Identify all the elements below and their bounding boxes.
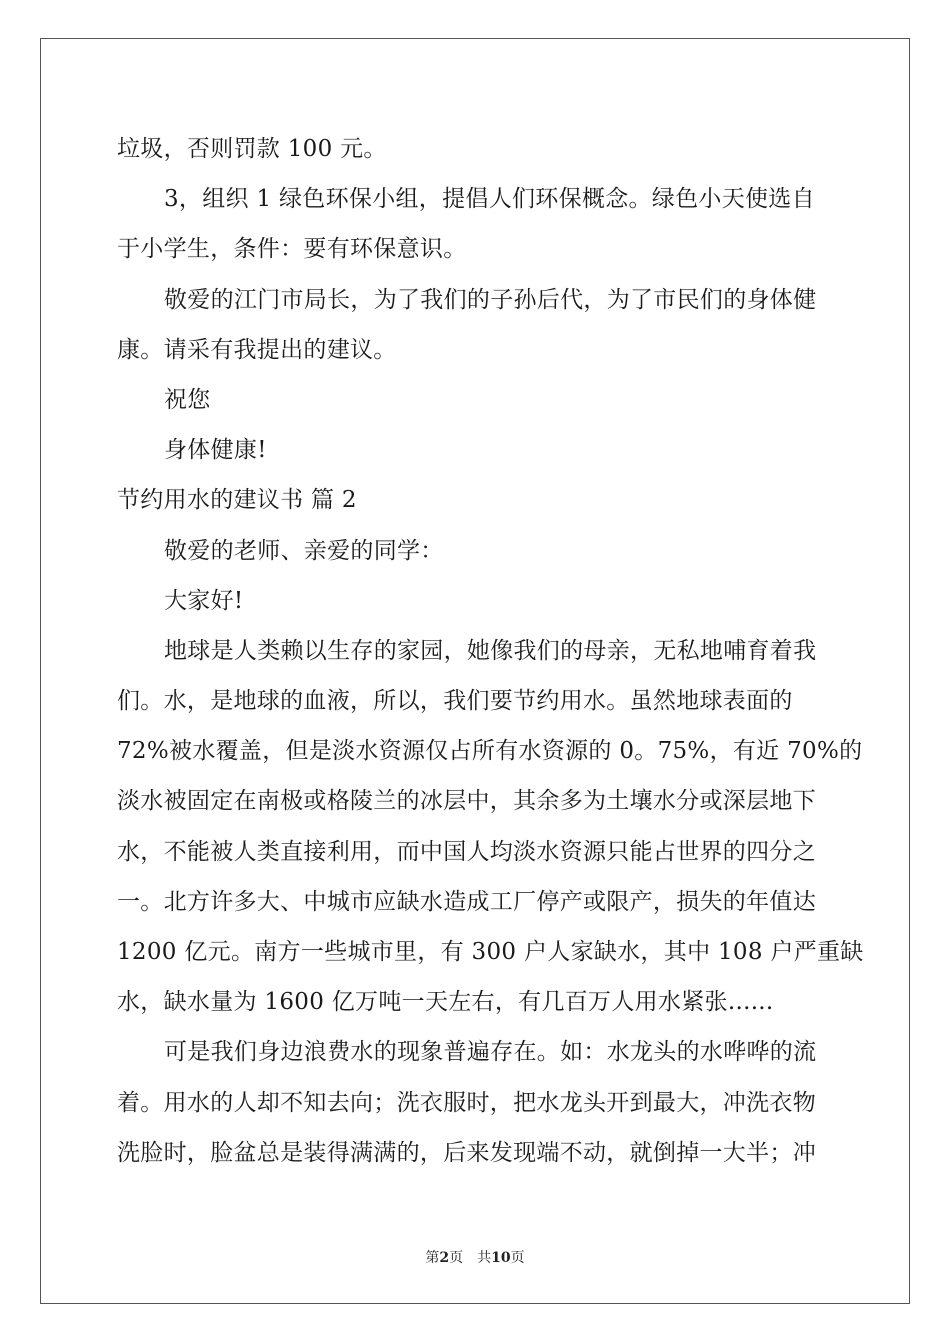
text-line: 身体健康! bbox=[164, 437, 267, 464]
text-line: 着。用水的人却不知去向；洗衣服时，把水龙头开到最大，冲洗衣物 bbox=[117, 1089, 816, 1116]
text-line: 康。请采有我提出的建议。 bbox=[117, 336, 397, 363]
page-total: 10 bbox=[491, 1250, 511, 1266]
text-line: 垃圾，否则罚款 100 元。 bbox=[117, 136, 387, 162]
text-line: 于小学生，条件：要有环保意识。 bbox=[117, 236, 467, 263]
total-suffix: 页 bbox=[510, 1250, 525, 1266]
text-line: 3，组织 1 绿色环保小组，提倡人们环保概念。绿色小天使选自 bbox=[164, 186, 815, 213]
page-current: 2 bbox=[439, 1250, 450, 1266]
text-line: 1200 亿元。南方一些城市里，有 300 户人家缺水，其中 108 户严重缺 bbox=[117, 939, 864, 965]
text-line: 72%被水覆盖，但是淡水资源仅占所有水资源的 0。75%，有近 70%的 bbox=[117, 738, 863, 765]
text-line: 地球是人类赖以生存的家园，她像我们的母亲，无私地哺育着我 bbox=[164, 637, 817, 664]
text-line: 水，不能被人类直接利用，而中国人均淡水资源只能占世界的四分之 bbox=[117, 838, 816, 865]
page-suffix: 页 bbox=[449, 1250, 464, 1266]
text-line: 水，缺水量为 1600 亿万吨一天左右，有几百万人用水紧张...... bbox=[117, 989, 774, 1016]
text-line: 敬爱的老师、亲爱的同学： bbox=[164, 537, 444, 564]
section-heading: 节约用水的建议书 篇 2 bbox=[117, 487, 357, 514]
document-body bbox=[117, 124, 864, 1178]
page-footer bbox=[0, 1247, 950, 1267]
text-line: 可是我们身边浪费水的现象普遍存在。如：水龙头的水哗哗的流 bbox=[164, 1039, 817, 1066]
text-line: 淡水被固定在南极或格陵兰的冰层中，其余多为土壤水分或深层地下 bbox=[117, 788, 816, 815]
page-prefix: 第 bbox=[425, 1250, 440, 1266]
text-line: 一。北方许多大、中城市应缺水造成工厂停产或限产，损失的年值达 bbox=[117, 888, 816, 915]
text-line: 敬爱的江门市局长，为了我们的子孙后代，为了市民们的身体健 bbox=[164, 286, 817, 313]
text-line: 大家好! bbox=[164, 587, 244, 614]
text-line: 祝您 bbox=[164, 386, 211, 413]
total-prefix: 共 bbox=[477, 1250, 492, 1266]
text-line: 们。水，是地球的血液，所以，我们要节约用水。虽然地球表面的 bbox=[117, 688, 793, 715]
text-line: 洗脸时，脸盆总是装得满满的，后来发现端不动，就倒掉一大半；冲 bbox=[117, 1139, 816, 1166]
